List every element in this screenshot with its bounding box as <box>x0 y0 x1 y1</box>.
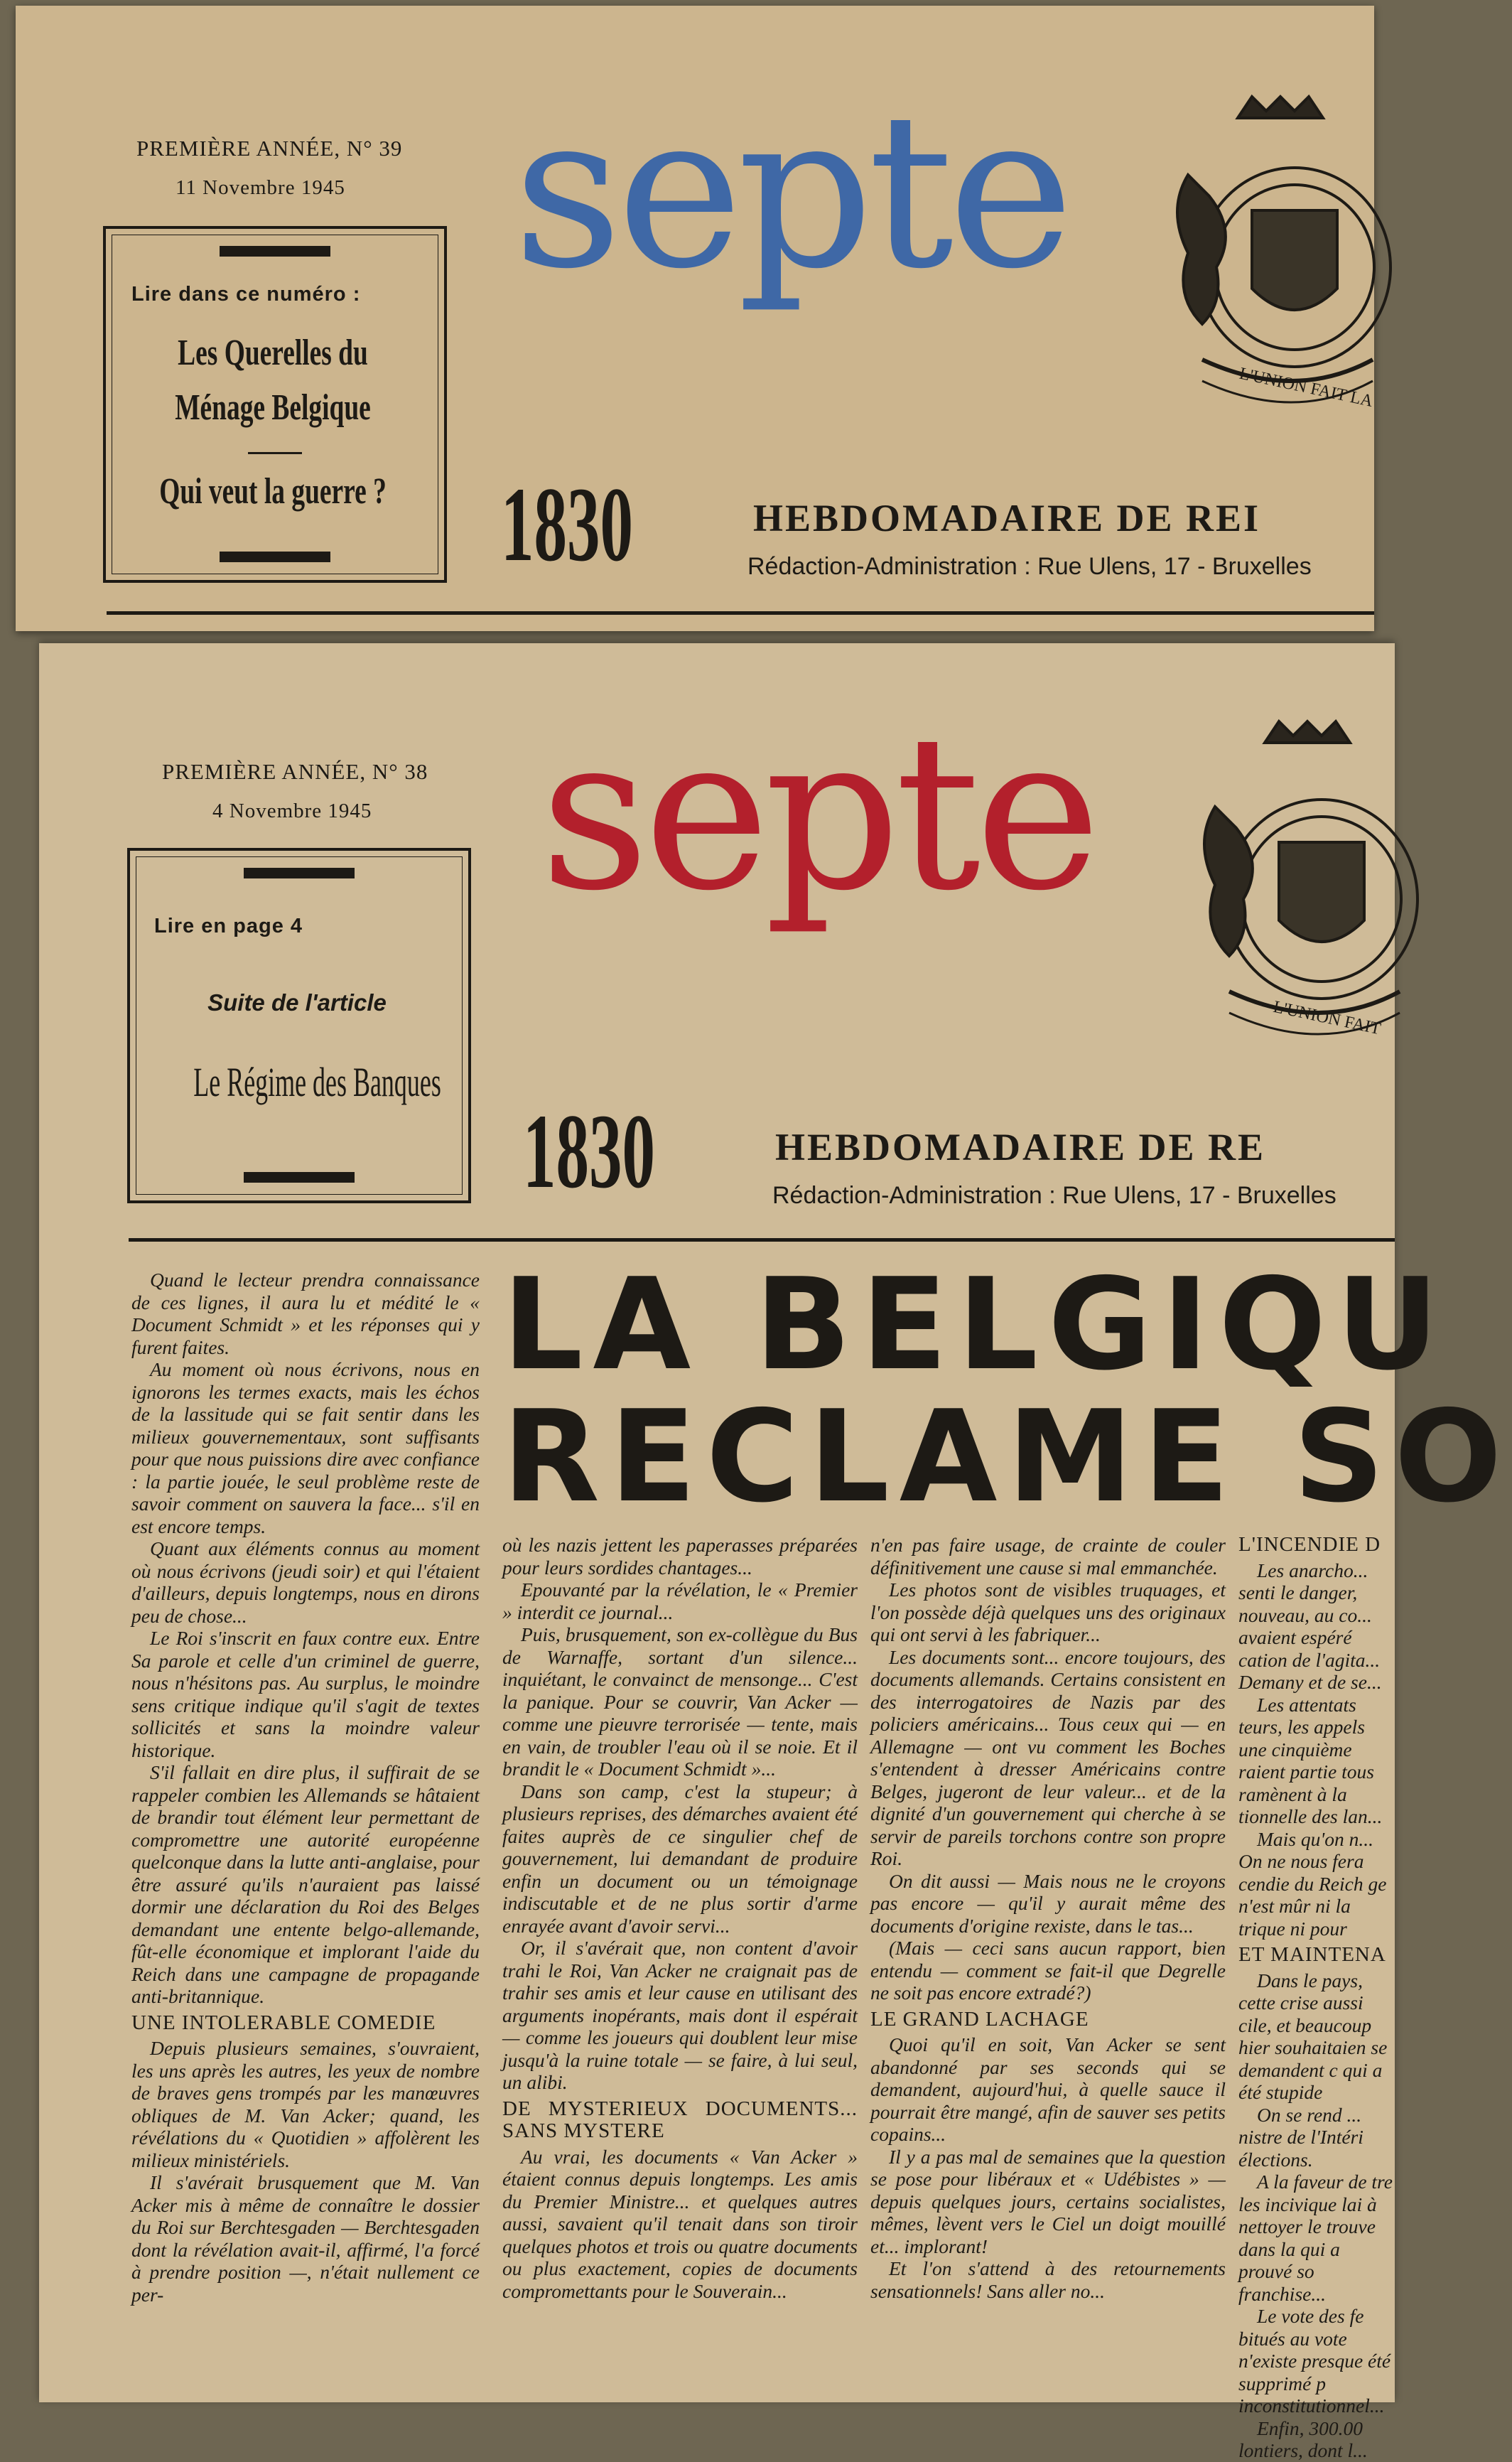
contents-item: Le Régime des Banques <box>193 1059 441 1105</box>
article-paragraph: Et l'on s'attend à des retournements sensationnels! Sans aller no... <box>870 2257 1226 2302</box>
article-paragraph: S'il fallait en dire plus, il suffirait de se rappeler combien les Allemands se hâtaient de brandir tout élément leur permettant de compromettre une autorité européenne quelconque dans la lutte anti-anglaise, pour être assuré qu'ils n'auraient pas laissé dormir une déclaration du Roi des Belges demandant une entente belgo-allemande, fût-elle économique et implorant l'aide du Reich dans une campagne de propagande anti-britannique. <box>131 1761 480 2007</box>
royal-seal-icon <box>1187 714 1400 1055</box>
masthead-subtitle: HEBDOMADAIRE DE RE <box>775 1126 1266 1168</box>
article-subheading: ET MAINTENA <box>1238 1943 1386 1966</box>
masthead-title: septe <box>540 689 1096 937</box>
article-paragraph: A la faveur de tre les incivique lai à nettoyer le trouve dans la qui a prouvé so franchise... <box>1238 2171 1393 2305</box>
article-paragraph: Au vrai, les documents « Van Acker » étaient connus depuis longtemps. Les amis du Premier Ministre... et quelques autres aussi, savaient qu'il tenait dans son tiroir quelques photos et trois ou quatre documents ou plus exactement, copies de documents compromettants pour le Souverain... <box>502 2145 858 2302</box>
seal-motto: L'UNION FAIT <box>1271 997 1383 1039</box>
contents-item: Qui veut la guerre ? <box>159 471 387 512</box>
contents-box-title: Lire dans ce numéro : <box>131 283 361 306</box>
article-subheading: LE GRAND LACHAGE <box>870 2007 1089 2031</box>
article-paragraph: Il y a pas mal de semaines que la question se pose pour libéraux et « Udébistes » — depuis quelques jours, certains socialistes, mêmes, lèvent vers le Ciel un doigt mouillé et... implorant! <box>870 2145 1226 2257</box>
article-paragraph: Les documents sont... encore toujours, des documents allemands. Certains consistent en des interrogatoires de Nazis par des policiers américains... Tous ceux qui — en Allemagne — ont vu comment les Boches s'entendent à dresser Américains contre Belges, jugeront de leur valeur... et de la dignité d'un gouvernement qui cherche à se servir de pareils torchons contre son propre Roi. <box>870 1645 1226 1869</box>
masthead-title: septe <box>513 68 1069 316</box>
founding-year: 1830 <box>501 466 633 584</box>
article-paragraph: Epouvanté par la révélation, le « Premier » interdit ce journal... <box>502 1579 858 1623</box>
contents-box-title: Lire en page 4 <box>154 915 303 937</box>
article-paragraph: Les attentats teurs, les appels une cinquième raient partie tous ramènent à la tionnelle des lan... <box>1238 1693 1383 1827</box>
article-paragraph: Au moment où nous écrivons, nous en ignorons les termes exacts, mais les échos de la lassitude qui se fait sentir dans les milieux gouvernementaux, sont suffisants pour que nous puissions dire avec confiance : la partie jouée, le seul problème reste de savoir comment on sauvera la face... s'il en est encore temps. <box>131 1358 480 1537</box>
contents-item: Ménage Belgique <box>175 387 371 428</box>
issue-date: 11 Novembre 1945 <box>176 176 345 199</box>
contents-box <box>127 848 471 1203</box>
article-paragraph: Quoi qu'il en soit, Van Acker se sent abandonné par ses seconds qui se demandent, aujourd'hui, à quelle sauce il pourrait être mangé, afin de sauver ses petits copains... <box>870 2033 1226 2145</box>
article-paragraph: Les photos sont de visibles truquages, et l'on possède déjà quelques uns des originaux qui ont servi à les fabriquer... <box>870 1579 1226 1645</box>
issue-number: PREMIÈRE ANNÉE, N° 39 <box>136 136 403 161</box>
article-paragraph: (Mais — ceci sans aucun rapport, bien entendu — comment se fait-il que Degrelle ne soit pas encore extradé?) <box>870 1937 1226 2004</box>
article-paragraph: Puis, brusquement, son ex-collègue du Bus de Warnaffe, sortant d'un silence... inquiétant, le convainct de mensonge... C'est la panique. Pour se couvrir, Van Acker — comme une pieuvre terrorisée — tente, mais en vain, de troubler l'eau où il se noie. Et il brandit le « Document Schmidt »... <box>502 1623 858 1780</box>
headline-line-1: LA BELGIQU <box>502 1251 1449 1398</box>
article-paragraph: Quand le lecteur prendra connaissance de ces lignes, il aura lu et médité le « Document Schmidt » et les réponses qui y furent faites. <box>131 1269 480 1358</box>
article-paragraph: Or, il s'avérait que, non content d'avoir trahi le Roi, Van Acker ne craignait pas de trahir ses amis et leur cause en utilisant des arguments inopérants, mais dont il espérait — comme les joueurs qui doublent leur mise jusqu'à la ruine totale — se faire, à lui seul, un alibi. <box>502 1937 858 2093</box>
article-paragraph: Il s'avérait brusquement que M. Van Acker mis à même de connaître le dossier du Roi sur Berchtesgaden — Berchtesgaden dont la révélation avait-il, affirmé, l'a forcé à prendre position —, n'était nullement ce per- <box>131 2171 480 2306</box>
article-paragraph: où les nazis jettent les paperasses préparées pour leurs sordides chantages... <box>502 1534 858 1579</box>
founding-year: 1830 <box>523 1092 655 1210</box>
article-column-2 <box>502 1534 858 2402</box>
article-paragraph: On se rend ... nistre de l'Intéri élections. <box>1238 2103 1364 2171</box>
article-paragraph: Mais qu'on n... On ne nous fera cendie du Reich ge n'est mûr ni la trique ni pour <box>1238 1827 1387 1940</box>
article-paragraph: n'en pas faire usage, de crainte de couler définitivement une cause si mal emmanchée. <box>870 1534 1226 1579</box>
article-column-4 <box>1238 1533 1395 2461</box>
article-subheading: UNE INTOLERABLE COMEDIE <box>131 2011 436 2034</box>
article-paragraph: Le Roi s'inscrit en faux contre eux. Entre Sa parole et celle d'un criminel de guerre, nous n'hésitons pas. Au surplus, le moindre sens critique indique qu'il s'agit de textes sollicités et sans la moindre valeur historique. <box>131 1627 480 1761</box>
royal-seal-icon <box>1160 90 1373 424</box>
issue-38-paper <box>39 643 1512 2461</box>
masthead-subtitle: HEBDOMADAIRE DE REI <box>753 497 1261 539</box>
contents-item: Les Querelles du <box>178 333 368 373</box>
contents-box <box>103 226 447 583</box>
article-paragraph: Dans son camp, c'est la stupeur; à plusieurs reprises, des démarches avaient été faites auprès de ce singulier chef de gouvernement, lui demandant de produire enfin un document ou un témoignage indiscutable et de ne plus sortir d'arme enrayée avant d'avoir servi... <box>502 1780 858 1937</box>
address-line: Rédaction-Administration : Rue Ulens, 17 - Bruxelles <box>747 553 1312 580</box>
issue-39-paper <box>16 6 1374 631</box>
contents-box-subtitle: Suite de l'article <box>207 989 387 1016</box>
article-paragraph: Les anarcho... senti le danger, nouveau, au co... avaient espéré cation de l'agita... Demany et de se... <box>1238 1559 1382 1693</box>
article-subheading: DE MYSTERIEUX DOCUMENTS... SANS MYSTERE <box>502 2097 858 2142</box>
article-paragraph: Depuis plusieurs semaines, s'ouvraient, les uns après les autres, les yeux de nombre de braves gens trompés par les manœuvres obliques de M. Van Acker; quand, les révélations du « Quotidien » affolèrent les milieux ministériels. <box>131 2037 480 2171</box>
article-paragraph: Dans le pays, cette crise aussi cile, et beaucoup hier souhaitaien se demandent c qui a été stupide <box>1238 1969 1388 2103</box>
article-subheading: L'INCENDIE D <box>1238 1533 1381 1556</box>
issue-date: 4 Novembre 1945 <box>212 800 372 822</box>
article-paragraph: Quant aux éléments connus au moment où nous écrivons (jeudi soir) et qui l'étaient d'ailleurs, depuis longtemps, nous en dirons peu de chose... <box>131 1537 480 1627</box>
article-paragraph: Le vote des fe bitués au vote n'existe presque été supprimé p inconstitutionnel... <box>1238 2305 1391 2417</box>
article-column-1 <box>131 1269 480 2402</box>
article-paragraph: Enfin, 300.00 lontiers, dont l... <box>1238 2417 1368 2461</box>
address-line: Rédaction-Administration : Rue Ulens, 17 - Bruxelles <box>772 1182 1336 1209</box>
headline-line-2: RECLAME SO <box>502 1383 1512 1530</box>
article-column-3 <box>870 1534 1226 2402</box>
issue-number: PREMIÈRE ANNÉE, N° 38 <box>162 759 428 784</box>
seal-motto: L'UNION FAIT LA <box>1237 364 1375 411</box>
article-paragraph: On dit aussi — Mais nous ne le croyons pas encore — qu'il y aurait même des documents d'origine rexiste, dans le tas... <box>870 1869 1226 1937</box>
